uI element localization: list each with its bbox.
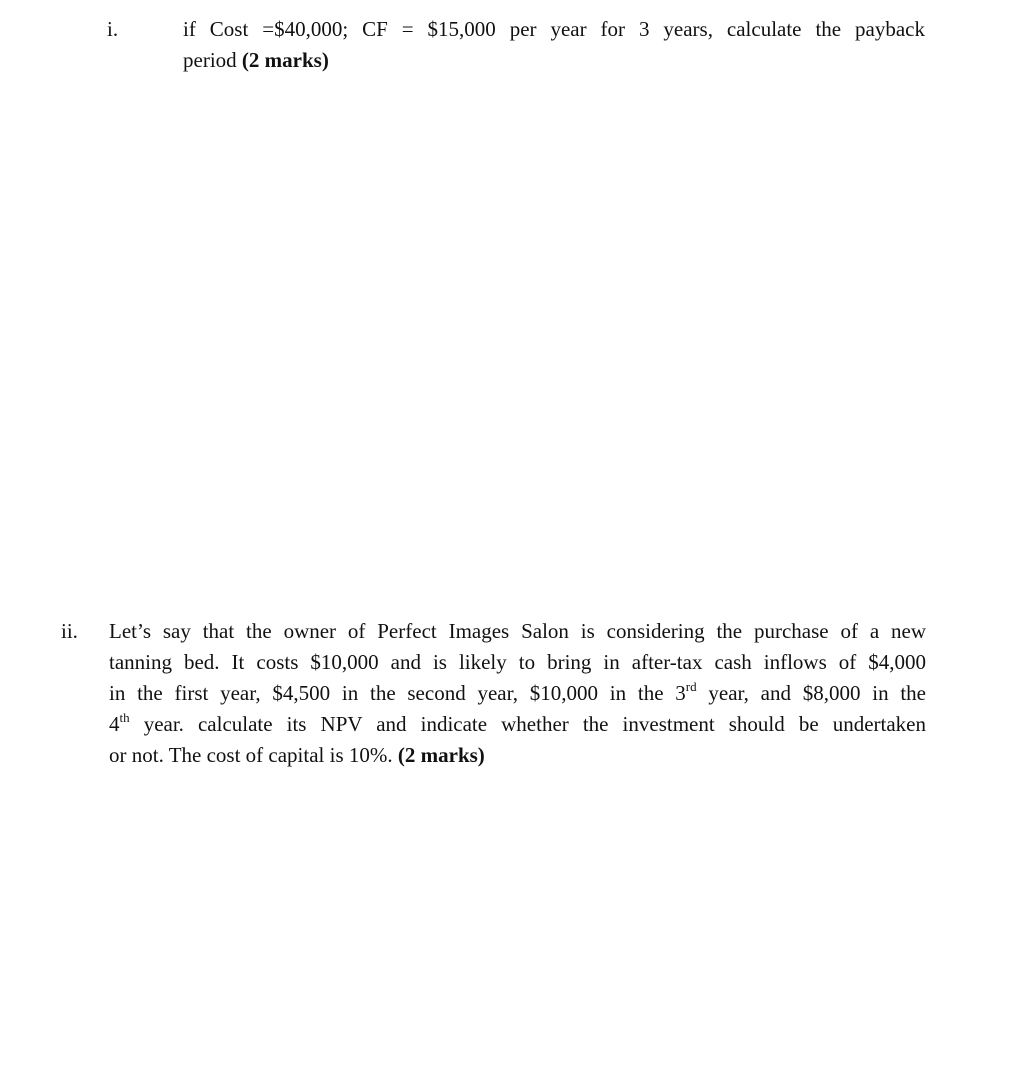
question-number: i.: [107, 17, 119, 41]
question-line: [109, 740, 926, 771]
question-line-text: year, and $8,000 in the: [708, 681, 927, 705]
question-line: [109, 678, 926, 709]
question-line: Let’s say that the owner of Perfect Images Salon is considering the purchase of a new: [109, 619, 926, 643]
question-line: if Cost =$40,000; CF = $15,000 per year for 3 years, calculate the payback: [183, 17, 925, 41]
question-line-text: in the first year, $4,500 in the second year, $10,000 in the 3: [109, 681, 686, 705]
question-line: [183, 45, 925, 76]
question-text: [183, 14, 925, 76]
ordinal-superscript: th: [119, 710, 130, 725]
question-line: tanning bed. It costs $10,000 and is likely to bring in after-tax cash inflows of $4,000: [109, 650, 926, 674]
marks-label: (2 marks): [241, 48, 329, 72]
ordinal-superscript: rd: [685, 679, 697, 694]
marks-label: (2 marks): [397, 743, 485, 767]
question-text: [109, 616, 926, 771]
question-line-text: period: [183, 48, 242, 72]
question-number: ii.: [61, 619, 78, 643]
question-i: [0, 14, 1034, 76]
question-line-text: year. calculate its NPV and indicate whether the investment should be undertaken: [143, 712, 926, 736]
question-ii: [0, 616, 1034, 776]
question-line-text: or not. The cost of capital is 10%.: [109, 743, 398, 767]
question-line: [109, 709, 926, 740]
question-line-text: 4: [109, 712, 120, 736]
